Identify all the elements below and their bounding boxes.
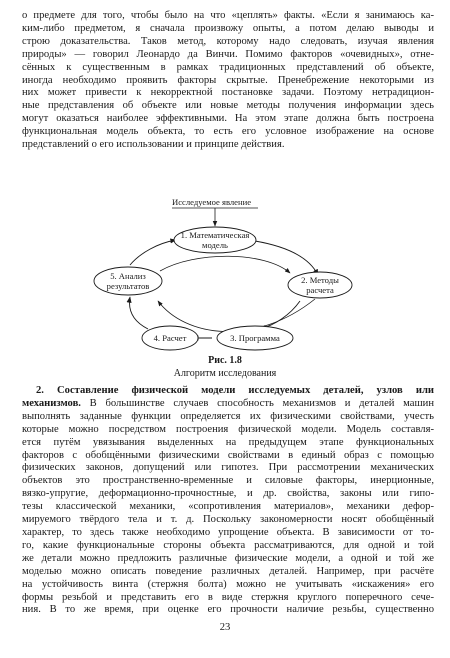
paragraph-2-line: же детали можно предложить различные физические модели, а одной и той же <box>22 552 434 564</box>
paragraph-2-body <box>22 411 434 618</box>
section-heading-line-1: 2. Составление физической модели исследуемых деталей, узлов или <box>36 385 434 396</box>
section-heading-line-2: механизмов. <box>22 397 81 409</box>
paragraph-2-line: характер, то здесь также необходимо упрощение объекта. В зависимости от то- <box>22 526 434 538</box>
paragraph-2-line: вязко-упругие, деформационно-прочностные, и др. свойства, законы или гипо- <box>22 488 434 500</box>
paragraph-2 <box>22 385 434 617</box>
arrow-2-to-3 <box>260 301 300 329</box>
paragraph-1-line: них может привести к некорректной постановке задачи. Поэтому нетрадицион- <box>22 87 434 99</box>
paragraph-2-line: физических законов, допущений или гипотез. При рассмотрении механических <box>22 462 434 474</box>
paragraph-2-line: ется путём увязывания выделенных на предыдущем этапе функциональных <box>22 436 434 448</box>
paragraph-1-line: иногда необходимо проявить факторы скрытые. Пренебрежение некоторыми из <box>22 74 434 86</box>
paragraph-2-line: на устойчивость винта (стержня болта) можно не учитывать «искажения» его <box>22 578 434 590</box>
paragraph-2-line <box>22 398 434 411</box>
node-3-label: 3. Программа <box>230 333 280 343</box>
paragraph-2-line <box>22 385 434 398</box>
paragraph-1 <box>22 10 434 152</box>
node-4-label: 4. Расчет <box>153 333 187 343</box>
node-1-label-line-2: модель <box>202 240 228 250</box>
arrow-5-to-1 <box>130 240 176 265</box>
paragraph-2-line: тезы классической механики, «сопротивления материалов», механики дефор- <box>22 501 434 513</box>
node-5-label-line-2: результатов <box>106 281 150 291</box>
paragraph-2-line: которые можно посредством построения физической модели. Модель составля- <box>22 423 434 435</box>
node-2-label-line-1: 2. Методы <box>301 275 339 285</box>
paragraph-2-line: выполнять заданные функции определяется их физическими свойствами, учесть <box>22 410 434 422</box>
paragraph-2-line: формы резьбой и представить его в виде стержня круглого поперечного сече- <box>22 591 434 603</box>
paragraph-2-line: моделью можно описать поведение различных деталей. Например, при расчёте <box>22 565 434 577</box>
arrow-4-to-5 <box>130 297 148 329</box>
paragraph-1-line: сённых к существенным в рамках традиционных представлений об объекте, <box>22 61 434 73</box>
paragraph-1-line: природы» — говорил Леонардо да Винчи. Помимо факторов «очевидных», отне- <box>22 48 434 60</box>
paragraph-2-first-line-rest: В большинстве случаев способность механизмов и деталей машин <box>80 397 434 409</box>
paragraph-2-line: факторов с обобщёнными физическими свойствами в единый образ с помощью <box>22 449 434 461</box>
node-1-label-line-1: 1. Математическая <box>180 230 250 240</box>
paragraph-1-line: о предмете для того, чтобы было на что «цеплять» факты. «Если я занимаюсь ка- <box>22 10 434 21</box>
paragraph-1-line: функциональная модель объекта, то есть его условное изображение на основе <box>22 126 434 138</box>
figure-title: Рис. 1.8 <box>208 355 242 366</box>
paragraph-1-line: ные представления об объекте или новые методы получения информации здесь <box>22 100 434 112</box>
arrow-inner-upper <box>160 256 290 273</box>
paragraph-1-line: представлений о его использовании и принципе действия. <box>22 139 285 151</box>
node-5-label-line-1: 5. Анализ <box>110 271 146 281</box>
diagram-header: Исследуемое явление <box>172 197 252 207</box>
paragraph-2-line: ния. В то же время, при оценке его прочности наличие резьбы, существенно <box>22 604 434 616</box>
paragraph-1-line: ким-либо предметом, я сначала произвожу опыты, а потом делаю выводы и <box>22 22 434 34</box>
algorithm-diagram <box>90 197 380 355</box>
paragraph-1-line: могут оказаться наиболее эффективными. На этом этапе должна быть построена <box>22 113 434 125</box>
paragraph-1-line: строю доказательства. Таков метод, которому надо следовать, изучая явления <box>22 35 434 47</box>
paragraph-2-line: го, какие функциональные стороны объекта рассматриваются, для одной и той <box>22 539 434 551</box>
figure-caption: Алгоритм исследования <box>173 368 277 379</box>
paragraph-2-line: мируемого твёрдого тела и т. д. Поскольку закономерности носят обобщённый <box>22 514 434 526</box>
node-2-label-line-2: расчета <box>306 285 334 295</box>
page-number: 23 <box>219 622 231 633</box>
paragraph-2-line: объектов это пространственно-временные и силовые факторы, инерционные, <box>22 475 434 487</box>
